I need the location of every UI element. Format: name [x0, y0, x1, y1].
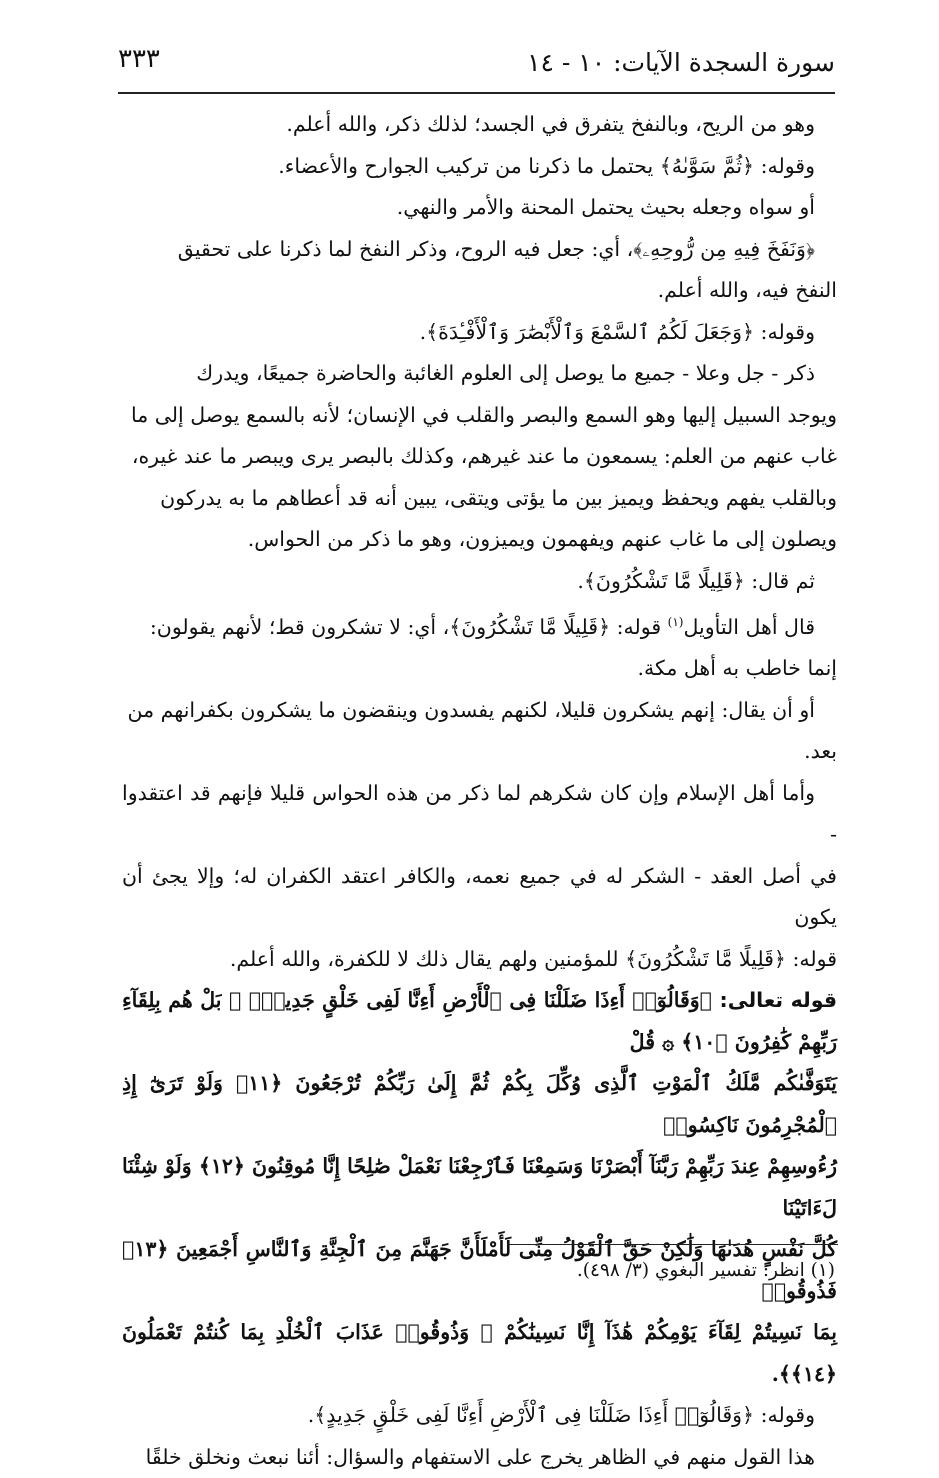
text-line: ثم قال: ﴿قَلِيلًا مَّا تَشْكُرُونَ﴾.	[577, 568, 815, 593]
text-line: ﴿وَنَفَخَ فِيهِ مِن رُّوحِهِۦ﴾، أي: جعل فيه الروح، وذكر النفخ لما ذكرنا على تحقيق	[177, 236, 815, 261]
quran-text: ﴿وَقَالُوٓا۟ أَءِذَا ضَلَلْنَا فِى ٱلْأَرْضِ أَءِنَّا لَفِى خَلْقٍ جَدِيدٍۭ ۚ بَلْ هُم بِلِقَآءِ رَبِّهِمْ كَٰفِرُونَ ﴿١٠﴾ ۞ قُلْ	[122, 988, 837, 1054]
text-line	[122, 602, 837, 648]
page-header	[118, 40, 835, 94]
footnote-divider	[508, 1244, 838, 1245]
page-number: ٣٣٣	[118, 44, 160, 74]
text-line: وقوله: ﴿وَجَعَلَ لَكُمُ ٱلسَّمْعَ وَٱلْأَبْصَٰرَ وَٱلْأَفْـِٔدَةَ﴾.	[419, 319, 815, 344]
quran-verse-line: بِمَا نَسِيتُمْ لِقَآءَ يَوْمِكُمْ هَٰذَآ إِنَّا نَسِينَٰكُمْ ۖ وَذُوقُوا۟ عَذَابَ ٱلْخُلْدِ بِمَا كُنتُمْ تَعْمَلُونَ ﴿١٤﴾﴾.	[122, 1320, 837, 1386]
text-line: وأما أهل الإسلام وإن كان شكرهم لما ذكر من هذه الحواس قليلا فإنهم قد اعتقدوا -	[122, 780, 837, 847]
verse-intro-label: قوله تعالى:	[719, 988, 838, 1013]
text-line: أو سواه وجعله بحيث يحتمل المحنة والأمر والنهي.	[396, 195, 815, 219]
text-line: ويوجد السبيل إليها وهو السمع والبصر والقلب في الإنسان؛ لأنه بالسمع يوصل إلى ما	[130, 402, 837, 427]
text-line: وقوله: ﴿وَقَالُوٓا۟ أَءِذَا ضَلَلْنَا فِى ٱلْأَرْضِ أَءِنَّا لَفِى خَلْقٍ جَدِيدٍ﴾.	[307, 1403, 815, 1428]
quran-verse-line: رُءُوسِهِمْ عِندَ رَبِّهِمْ رَبَّنَآ أَبْصَرْنَا وَسَمِعْنَا فَٱرْجِعْنَا نَعْمَلْ صَٰلِحًا إِنَّا مُوقِنُونَ ﴿١٢﴾ وَلَوْ شِئْنَا لَءَاتَيْنَا	[122, 1154, 837, 1220]
running-title: سورة السجدة الآيات: ١٠ - ١٤	[527, 48, 835, 77]
text-line: غاب عنهم من العلم: يسمعون ما عند غيرهم، وكذلك بالبصر يرى ويبصر ما عند غيره،	[131, 444, 837, 468]
quran-verse-line: يَتَوَفَّىٰكُم مَّلَكُ ٱلْمَوْتِ ٱلَّذِى وُكِّلَ بِكُمْ ثُمَّ إِلَىٰ رَبِّكُمْ تُرْجَعُونَ ﴿١١﴾ وَلَوْ تَرَىٰٓ إِذِ ٱلْمُجْرِمُونَ نَاكِسُوا۟	[122, 1071, 837, 1137]
text-line: إنما خاطب به أهل مكة.	[637, 656, 837, 681]
text-line: وبالقلب يفهم ويحفظ ويميز بين ما يؤتى ويتقى، يبين أنه قد أعطاهم ما به يدركون	[160, 485, 837, 510]
text-segment: قال أهل التأويل	[683, 614, 815, 639]
text-line: أو أن يقال: إنهم يشكرون قليلا، لكنهم يفسدون وينقضون ما يشكرون بكفرانهم من	[127, 697, 815, 722]
quran-verse-line: كُلَّ نَفْسٍ هُدَىٰهَا وَلَٰكِنْ حَقَّ ٱلْقَوْلُ مِنِّى لَأَمْلَأَنَّ جَهَنَّمَ مِنَ ٱلْجِنَّةِ وَٱلنَّاسِ أَجْمَعِينَ ﴿١٣﴾ فَذُوقُوا۟	[122, 1237, 837, 1303]
text-line: هذا القول منهم في الظاهر يخرج على الاستفهام والسؤال: أئنا نبعث ونخلق خلقًا	[145, 1444, 815, 1469]
text-line: في أصل العقد - الشكر له في جميع نعمه، والكافر اعتقد الكفران له؛ وإلا يجئ أن يكون	[122, 863, 837, 930]
text-line: النفخ فيه، والله أعلم.	[657, 278, 837, 302]
text-line: بعد.	[804, 739, 837, 764]
text-line: ويصلون إلى ما غاب عنهم ويفهمون ويميزون، وهو ما ذكر من الحواس.	[247, 527, 837, 551]
text-line: وقوله: ﴿ثُمَّ سَوَّىٰهُ﴾ يحتمل ما ذكرنا من تركيب الجوارح والأعضاء.	[278, 153, 815, 178]
footnote: (١) انظر: تفسير البغوي (٣/ ٤٩٨).	[576, 1260, 835, 1281]
text-line: ذكر - جل وعلا - جميع ما يوصل إلى العلوم الغائبة والحاضرة جميعًا، ويدرك	[196, 361, 815, 385]
text-line: قوله: ﴿قَلِيلًا مَّا تَشْكُرُونَ﴾ للمؤمنين ولهم يقال ذلك لا للكفرة، والله أعلم.	[229, 946, 837, 971]
footnote-marker: (١)	[667, 615, 684, 629]
text-line: وهو من الريح، وبالنفخ يتفرق في الجسد؛ لذلك ذكر، والله أعلم.	[286, 112, 815, 136]
text-segment: قوله: ﴿قَلِيلًا مَّا تَشْكُرُونَ﴾، أي: لا تشكرون قط؛ لأنهم يقولون:	[149, 614, 668, 639]
quran-verse-line	[122, 980, 837, 1063]
